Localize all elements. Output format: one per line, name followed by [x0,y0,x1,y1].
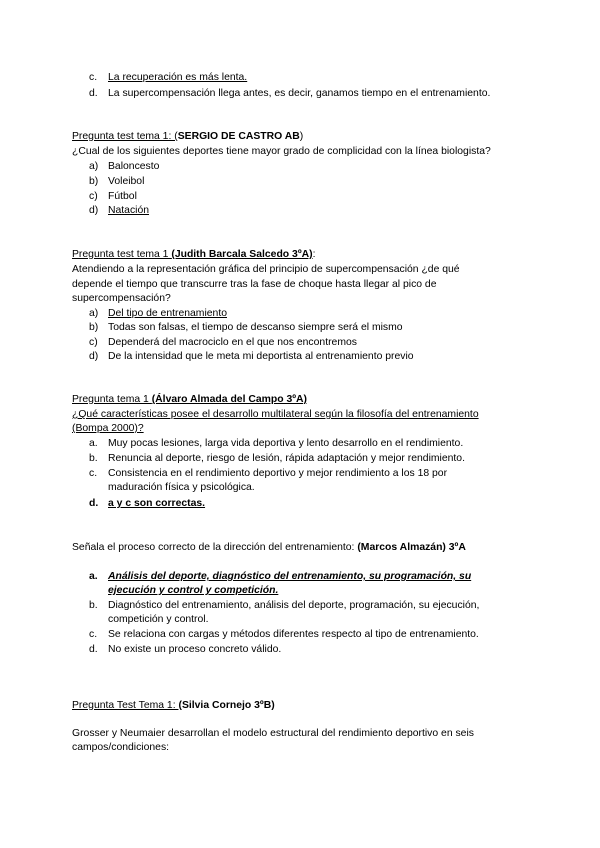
q5-label: Pregunta Test Tema 1: [72,700,179,711]
option-text: Diagnóstico del entrenamiento, análisis del deporte, programación, su ejecución, [108,600,480,611]
q2-question-line: Atendiendo a la representación gráfica del principio de supercompensación ¿de qué [72,264,460,275]
q1-question: ¿Cual de los siguientes deportes tiene mayor grado de complicidad con la línea biologista? [72,146,491,157]
q3-author: (Álvaro Almada del Campo 3ºA) [151,394,307,405]
option-text-correct: Natación [108,205,150,216]
option-marker: b) [89,176,99,187]
option-marker: d. [89,644,98,655]
list-marker: d. [89,88,98,99]
option-text-correct: Análisis del deporte, diagnóstico del entrenamiento, su programación, su [108,571,472,582]
option-text: Voleibol [108,176,145,187]
option-text-cont: ejecución y control y competición. [108,585,279,596]
option-marker: a. [89,571,98,582]
option-text: Muy pocas lesiones, larga vida deportiva y lento desarrollo en el rendimiento. [108,438,464,449]
option-text: Se relaciona con cargas y métodos diferentes respecto al tipo de entrenamiento. [108,629,479,640]
q4-intro: Señala el proceso correcto de la dirección del entrenamiento: [72,542,358,553]
option-marker: d) [89,205,99,216]
option-text: De la intensidad que le meta mi deportista al entrenamiento previo [108,351,414,362]
option-marker: b. [89,453,98,464]
q2-question-line: supercompensación? [72,293,171,304]
list-marker: c. [89,72,98,83]
option-marker: c. [89,468,98,479]
option-marker: d) [89,351,99,362]
q3-heading [72,393,307,407]
option-text-correct: a y c son correctas. [108,498,206,509]
list-item: La supercompensación llega antes, es decir, ganamos tiempo en el entrenamiento. [108,88,491,99]
list-item: La recuperación es más lenta. [108,72,248,83]
q2-question-line: depende el tiempo que transcurre tras la fase de choque hasta llegar al pico de [72,279,437,290]
q4-heading [72,541,466,555]
q3-question-line: (Bompa 2000)? [72,423,144,434]
q1-label: Pregunta test tema 1: ( [72,131,178,142]
option-text: Fútbol [108,191,137,202]
q5-body-line: Grosser y Neumaier desarrollan el modelo estructural del rendimiento deportivo en seis [72,728,474,739]
option-text: Renuncia al deporte, riesgo de lesión, rápida adaptación y mejor rendimiento. [108,453,465,464]
q2-close: : [312,249,316,260]
option-text: Baloncesto [108,161,160,172]
q1-heading [72,130,303,144]
option-text-correct: Del tipo de entrenamiento [108,308,227,319]
option-marker: a) [89,308,99,319]
q2-author: (Judith Barcala Salcedo 3ºA) [171,249,313,260]
option-text-cont: competición y control. [108,614,209,625]
option-marker: d. [89,498,99,509]
option-text: Dependerá del macrociclo en el que nos encontremos [108,337,357,348]
q5-heading [72,699,275,713]
option-text: Todas son falsas, el tiempo de descanso siempre será el mismo [108,322,403,333]
option-marker: b. [89,600,98,611]
option-text: No existe un proceso concreto válido. [108,644,282,655]
option-text: Consistencia en el rendimiento deportivo y mejor rendimiento a los 18 por [108,468,448,479]
option-marker: a) [89,161,99,172]
option-marker: c) [89,191,98,202]
option-marker: b) [89,322,99,333]
option-marker: a. [89,438,98,449]
q5-body-line: campos/condiciones: [72,742,170,753]
q3-question-line: ¿Qué características posee el desarrollo multilateral según la filosofía del entrenamiento [72,409,479,420]
q5-author: (Silvia Cornejo 3ºB) [178,700,275,711]
q1-author: SERGIO DE CASTRO AB [177,131,300,142]
q2-label: Pregunta test tema 1 [72,249,172,260]
q3-label: Pregunta tema 1 [72,394,152,405]
q1-close: ) [299,131,304,142]
q2-heading [72,248,315,262]
option-text-cont: maduración física y psicológica. [108,482,255,493]
option-marker: c) [89,337,98,348]
option-marker: c. [89,629,98,640]
q4-author: (Marcos Almazán) 3ºA [357,542,466,553]
